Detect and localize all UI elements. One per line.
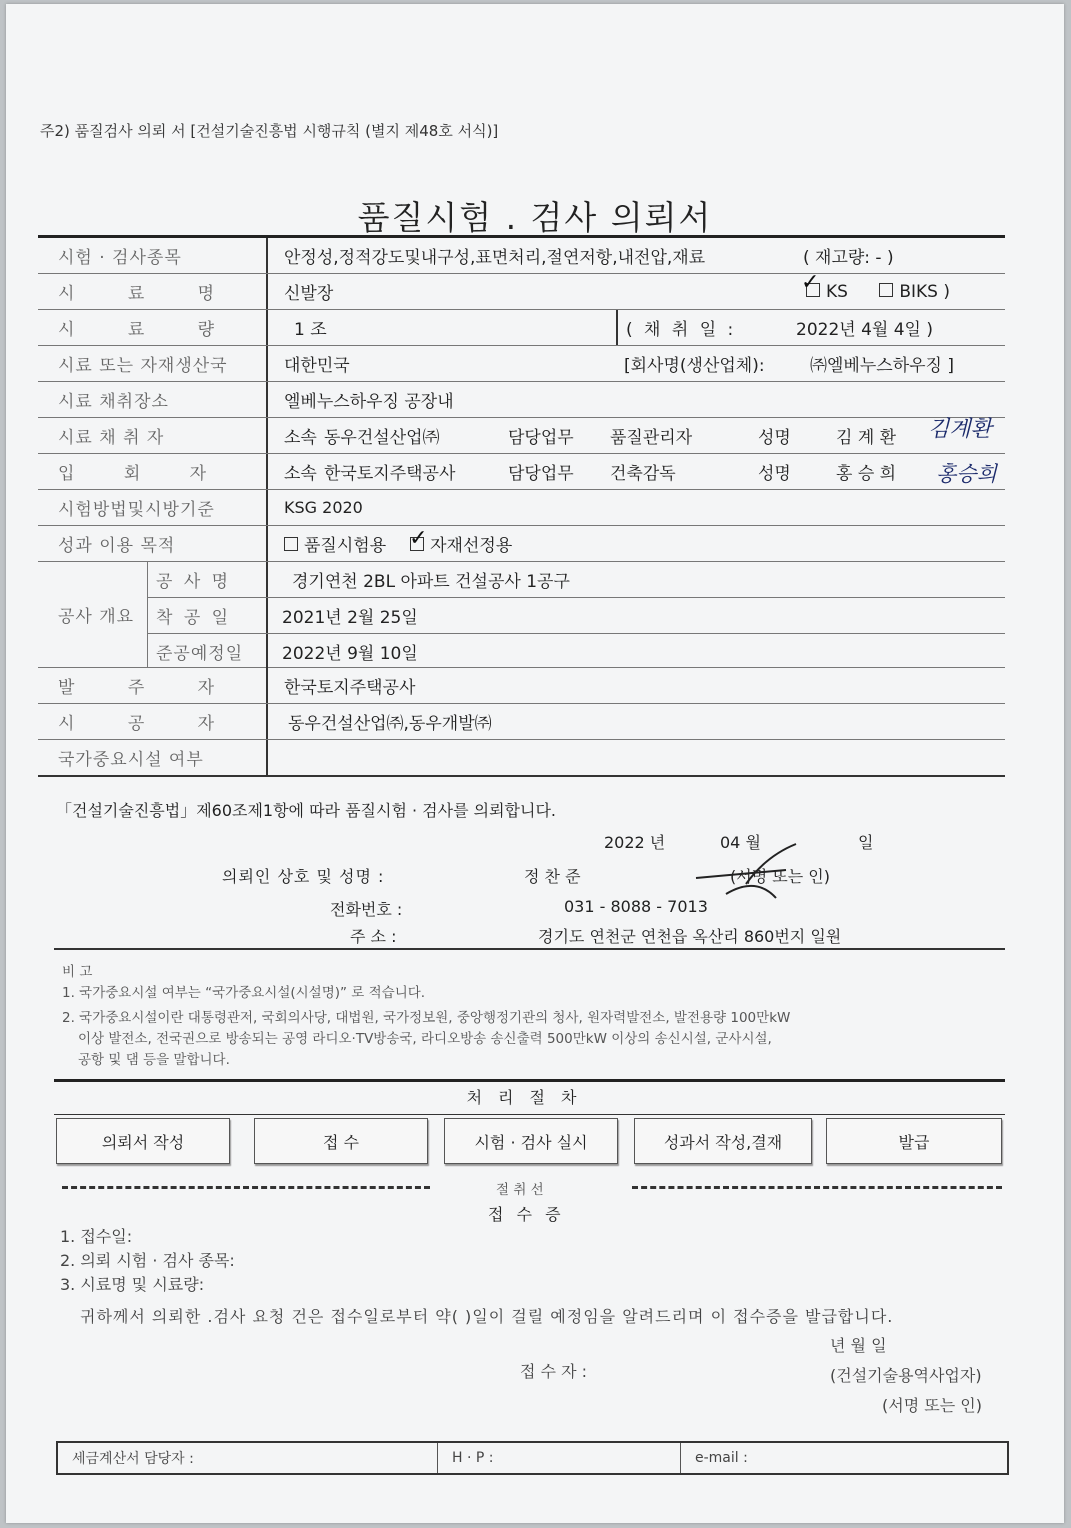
cut-line-left: [62, 1186, 430, 1189]
value-location[interactable]: 엘베누스하우징 공장내: [284, 392, 454, 412]
row-test-type: [38, 238, 1005, 274]
ks-label: KS: [826, 281, 848, 302]
quality-test-label: 품질시험용: [304, 536, 387, 556]
value-project-name[interactable]: 경기연천 2BL 아파트 건설공사 1공구: [292, 572, 570, 592]
row-overview: [38, 562, 1005, 668]
address-label: 주 소 :: [350, 927, 397, 946]
label-location: 시료 채취장소: [38, 382, 268, 417]
note-2a: 2. 국가중요시설이란 대통령관저, 국회의사당, 대법원, 국가정보원, 중앙행정기관의 청사, 원자력발전소, 발전용량 100만kW: [62, 1010, 791, 1026]
notes-heading: 비 고: [62, 964, 93, 980]
form-page: [6, 4, 1064, 1523]
value-client[interactable]: 한국토지주택공사: [284, 678, 416, 698]
label-overview: 공사 개요: [38, 562, 148, 667]
applicant-signature: [686, 836, 806, 906]
row-location: [38, 382, 1005, 418]
date-day: 일: [858, 833, 874, 852]
value-test-type[interactable]: 안정성,정적강도및내구성,표면처리,절연저항,내전압,재료: [284, 248, 706, 268]
value-company[interactable]: ㈜엘베누스하우징 ]: [810, 356, 954, 376]
step-report[interactable]: 성과서 작성,결재: [634, 1118, 812, 1164]
biks-checkbox[interactable]: [879, 283, 893, 297]
footer-hp[interactable]: H · P :: [438, 1443, 681, 1473]
footer-email[interactable]: e-mail :: [695, 1450, 748, 1466]
collector-duty[interactable]: 품질관리자: [610, 428, 693, 448]
ks-checkbox[interactable]: [801, 269, 820, 297]
label-method: 시험방법및시방기준: [38, 490, 268, 525]
collector-aff[interactable]: 동우건설산업㈜: [324, 428, 440, 448]
date-year: 2022 년: [604, 833, 666, 852]
receiver-company: (건설기술용역사업자): [830, 1366, 982, 1385]
label-witness: 입 회 자: [38, 454, 268, 489]
label-company: [회사명(생산업체):: [624, 356, 765, 376]
cut-line-label: 절 취 선: [496, 1182, 544, 1198]
witness-duty[interactable]: 건축감독: [610, 464, 676, 484]
applicant-name[interactable]: 정 찬 준: [524, 867, 581, 886]
label-collector: 시료 채 취 자: [38, 418, 268, 453]
row-sample-name: [38, 269, 1005, 310]
label-sample-name: 시 료 명: [38, 274, 268, 309]
value-sample-qty[interactable]: 1 조: [294, 320, 327, 340]
row-client: [38, 668, 1005, 704]
phone-label: 전화번호 :: [330, 900, 403, 919]
step-receive[interactable]: 접 수: [254, 1118, 428, 1164]
request-form-table: [38, 235, 1005, 777]
row-sample-qty: [38, 310, 1005, 346]
row-witness: [38, 454, 1005, 490]
note-2c: 공항 및 댐 등을 말합니다.: [78, 1052, 230, 1068]
receipt-notice: 귀하께서 의뢰한 .검사 요청 건은 접수일로부터 약( )일이 걸릴 예정임을 알려드리며 이 접수증을 발급합니다.: [80, 1307, 894, 1326]
note-1: 1. 국가중요시설 여부는 “국가중요시설(시설명)” 로 적습니다.: [62, 985, 426, 1001]
biks-label: BIKS ): [899, 281, 951, 302]
value-start-date[interactable]: 2021년 2월 25일: [282, 608, 418, 628]
value-builder[interactable]: 동우건설산업㈜,동우개발㈜: [288, 714, 492, 734]
date-month: 04 월: [720, 833, 761, 852]
cut-line-right: [632, 1186, 1002, 1189]
material-select-label: 자재선정용: [430, 536, 513, 556]
quality-test-checkbox[interactable]: [284, 537, 298, 551]
row-national: [38, 740, 1005, 775]
applicant-sign-note: (서명 또는 인): [730, 867, 830, 886]
procedure-title: 처리절차: [54, 1079, 1005, 1115]
form-reference-note: 주2) 품질검사 의뢰 서 [건설기술진흥법 시행규칙 (별지 제48호 서식)]: [40, 122, 499, 140]
material-select-checkbox[interactable]: [409, 525, 428, 551]
value-stock: ( 재고량: - ): [803, 248, 894, 268]
footer-manager[interactable]: 세금계산서 담당자 :: [58, 1443, 438, 1473]
row-collector: [38, 418, 1005, 454]
receiver-sign-note: (서명 또는 인): [882, 1396, 982, 1415]
row-origin: [38, 346, 1005, 382]
receipt-title: 접 수 증: [488, 1205, 565, 1224]
label-start-date: 착 공 일: [148, 598, 268, 633]
value-sample-name[interactable]: 신발장: [284, 284, 334, 304]
label-national: 국가중요시설 여부: [38, 740, 268, 775]
collector-name-label: 성명: [758, 428, 791, 448]
phone-value[interactable]: 031 - 8088 - 7013: [564, 897, 708, 916]
receiver-label: 접 수 자 :: [520, 1362, 588, 1381]
label-collect-date: ( 채 취 일 :: [626, 320, 737, 340]
step-request[interactable]: 의뢰서 작성: [56, 1118, 230, 1164]
witness-name[interactable]: 홍 승 희: [836, 464, 897, 484]
check-mark-icon: ✓: [409, 525, 428, 551]
receipt-line-2: 2. 의뢰 시험 · 검사 종목:: [60, 1251, 235, 1270]
row-method: [38, 490, 1005, 526]
label-project-name: 공 사 명: [148, 562, 268, 597]
collector-duty-label: 담당업무: [508, 428, 574, 448]
label-test-type: 시험 · 검사종목: [38, 238, 268, 273]
witness-signature: 홍승희: [936, 462, 997, 486]
witness-name-label: 성명: [758, 464, 791, 484]
label-sample-qty: 시 료 량: [38, 310, 268, 345]
applicant-name-label: 의뢰인 상호 및 성명 :: [222, 867, 385, 886]
note-2b: 이상 발전소, 전국권으로 방송되는 공영 라디오·TV방송국, 라디오방송 송신출력 500만kW 이상의 송신시설, 군사시설,: [78, 1031, 772, 1047]
collector-name[interactable]: 김 계 환: [836, 428, 897, 448]
receipt-line-1: 1. 접수일:: [60, 1227, 133, 1246]
declaration-text: 「건설기술진흥법」제60조제1항에 따라 품질시험 · 검사를 의뢰합니다.: [56, 801, 556, 820]
page-title: 품질시험 . 검사 의뢰서: [357, 198, 713, 237]
witness-aff[interactable]: 한국토지주택공사: [324, 464, 456, 484]
value-origin[interactable]: 대한민국: [284, 356, 350, 376]
witness-duty-label: 담당업무: [508, 464, 574, 484]
witness-aff-label: 소속: [284, 464, 317, 484]
step-issue[interactable]: 발급: [826, 1118, 1002, 1164]
footer-bar: [56, 1441, 1009, 1475]
row-builder: [38, 704, 1005, 740]
row-purpose: [38, 526, 1005, 562]
step-test[interactable]: 시험 · 검사 실시: [444, 1118, 618, 1164]
value-collect-date[interactable]: 2022년 4월 4일 ): [796, 320, 934, 340]
label-end-date: 준공예정일: [148, 634, 268, 669]
receipt-line-3: 3. 시료명 및 시료량:: [60, 1275, 205, 1294]
divider: [616, 310, 618, 345]
label-client: 발 주 자: [38, 668, 268, 703]
label-purpose: 성과 이용 목적: [38, 526, 268, 561]
address-value[interactable]: 경기도 연천군 연천읍 옥산리 860번지 일원: [538, 927, 842, 946]
value-end-date[interactable]: 2022년 9월 10일: [282, 644, 418, 664]
check-mark-icon: ✓: [801, 269, 820, 295]
receipt-date: 년 월 일: [830, 1336, 887, 1355]
collector-aff-label: 소속: [284, 428, 317, 448]
label-origin: 시료 또는 자재생산국: [38, 346, 268, 381]
label-builder: 시 공 자: [38, 704, 268, 739]
value-method[interactable]: KSG 2020: [284, 498, 363, 517]
collector-signature: 김계환: [928, 417, 992, 442]
divider: [54, 948, 1005, 950]
